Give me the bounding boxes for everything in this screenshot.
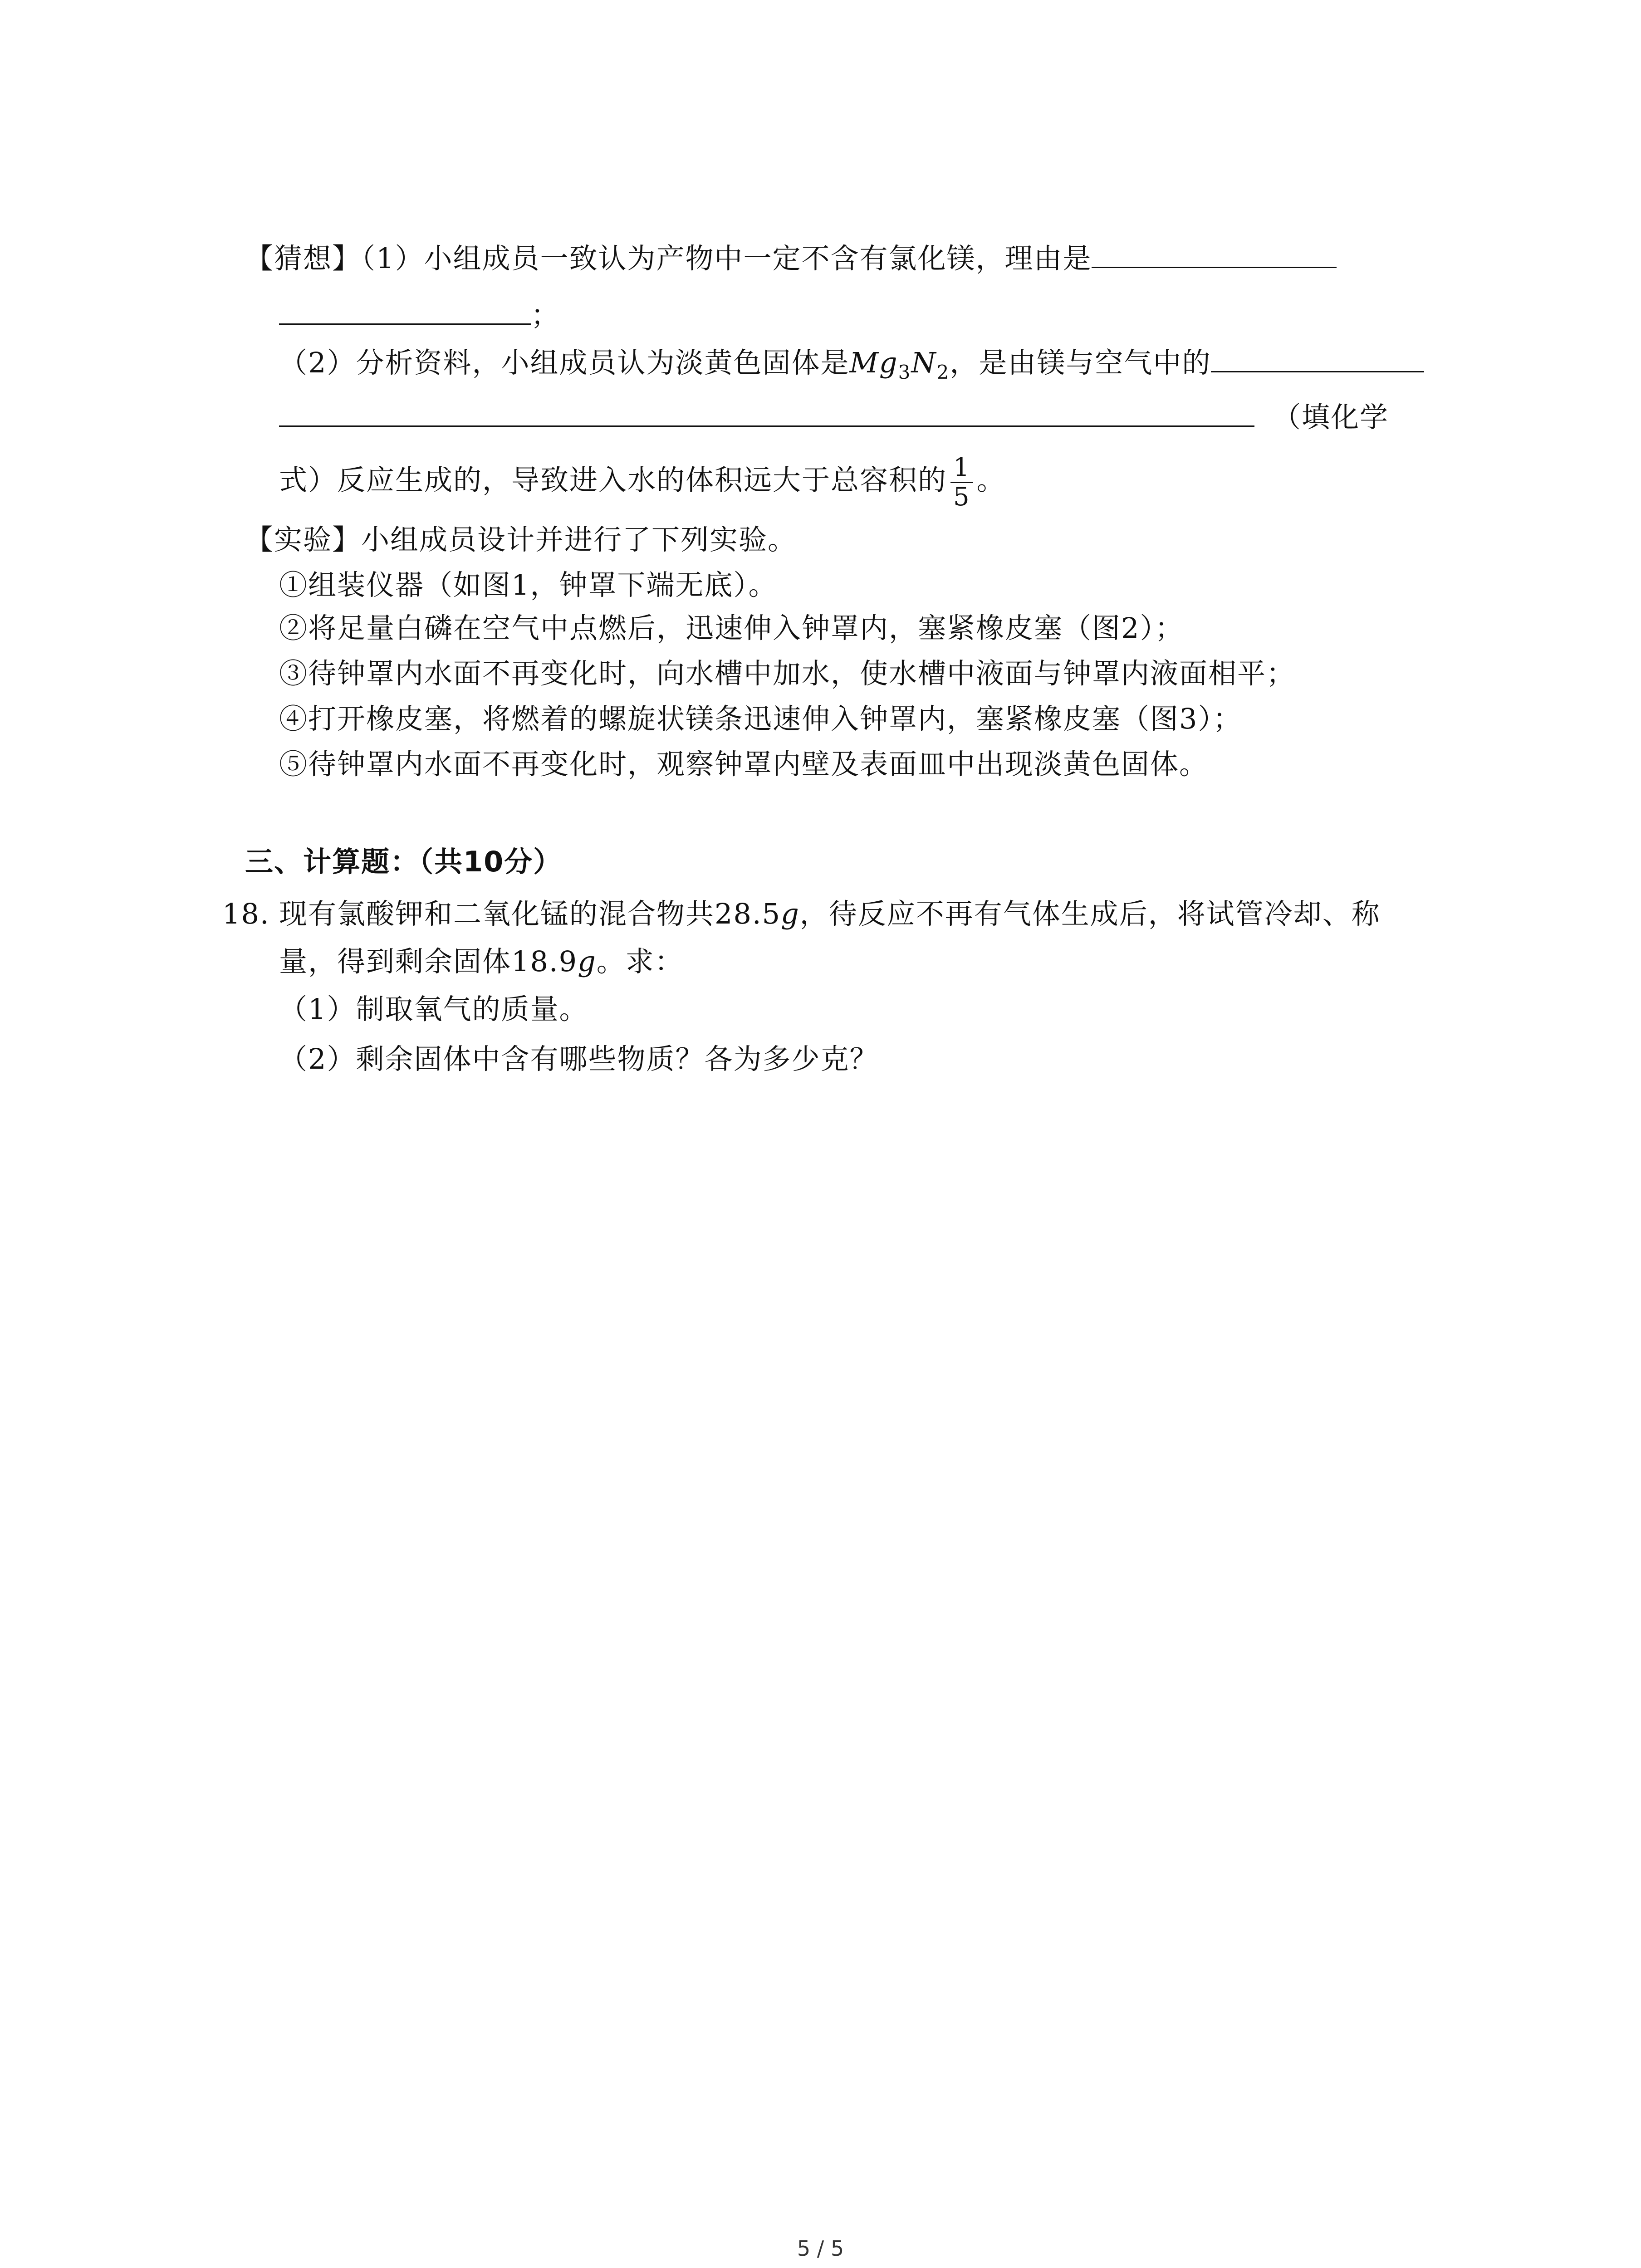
q18-sub-2: （2）剩余固体中含有哪些物质？各为多少克？ (279, 1042, 879, 1075)
experiment-step-2: ②将足量白磷在空气中点燃后，迅速伸入钟罩内，塞紧橡皮塞（图2）； (279, 611, 1184, 645)
guess-line-4 (279, 399, 1389, 435)
answer-blank-2a[interactable] (1211, 367, 1424, 372)
fraction-numerator: 1 (950, 454, 973, 483)
experiment-intro: 【实验】小组成员设计并进行了下列实验。 (245, 523, 797, 556)
page-number: 5 / 5 (797, 2236, 844, 2261)
guess-text-3-tail: ，是由镁与空气中的 (950, 346, 1211, 379)
answer-blank-1a[interactable] (1092, 262, 1337, 268)
q18-line-1 (279, 896, 1381, 932)
fraction-denominator: 5 (953, 482, 970, 512)
guess-line-2 (279, 297, 560, 333)
experiment-step-4: ④打开橡皮塞，将燃着的螺旋状镁条迅速伸入钟罩内，塞紧橡皮塞（图3）； (279, 702, 1242, 735)
q18-text-1b: ，待反应不再有气体生成后，将试管冷却、称 (799, 897, 1381, 930)
fraction-one-fifth (950, 454, 973, 511)
q18-sub-1: （1）制取氧气的质量。 (279, 992, 588, 1026)
q18-line-2 (279, 943, 684, 980)
experiment-step-5: ⑤待钟罩内水面不再变化时，观察钟罩内壁及表面皿中出现淡黄色固体。 (279, 748, 1209, 781)
answer-blank-2b[interactable] (279, 421, 1254, 427)
guess-text-5: 式）反应生成的，导致进入水的体积远大于总容积的 (279, 463, 947, 497)
guess-line-1 (245, 240, 1337, 277)
q18-number: 18. (222, 897, 270, 930)
guess-text-2: ； (531, 298, 560, 332)
formula-sub-2: 2 (936, 361, 950, 383)
guess-text-3: （2）分析资料，小组成员认为淡黄色固体是 (279, 346, 850, 379)
guess-text-5-tail: 。 (976, 463, 1006, 497)
q18-text-2a: 量，得到剩余固体18.9 (279, 945, 578, 978)
q18-text-1a: 现有氯酸钾和二氧化锰的混合物共28.5 (279, 897, 781, 930)
formula-mg: Mg (849, 346, 898, 379)
guess-line-3 (279, 345, 1424, 391)
experiment-step-1: ①组装仪器（如图1，钟罩下端无底）。 (279, 568, 778, 601)
guess-line-5 (279, 454, 1006, 511)
q18-text-2b: 。求： (596, 945, 684, 978)
formula-sub-3: 3 (898, 361, 911, 383)
answer-blank-1b[interactable] (279, 319, 531, 325)
q18-unit-1: g (781, 897, 800, 930)
formula-n: N (911, 346, 937, 379)
guess-text-4: （填化学 (1273, 401, 1389, 434)
section-3-title: 三、计算题：（共10分） (245, 845, 563, 878)
guess-text-1: 【猜想】（1）小组成员一致认为产物中一定不含有氯化镁，理由是 (245, 242, 1092, 275)
experiment-step-3: ③待钟罩内水面不再变化时，向水槽中加水，使水槽中液面与钟罩内液面相平； (279, 657, 1296, 690)
q18-unit-2: g (578, 945, 597, 978)
